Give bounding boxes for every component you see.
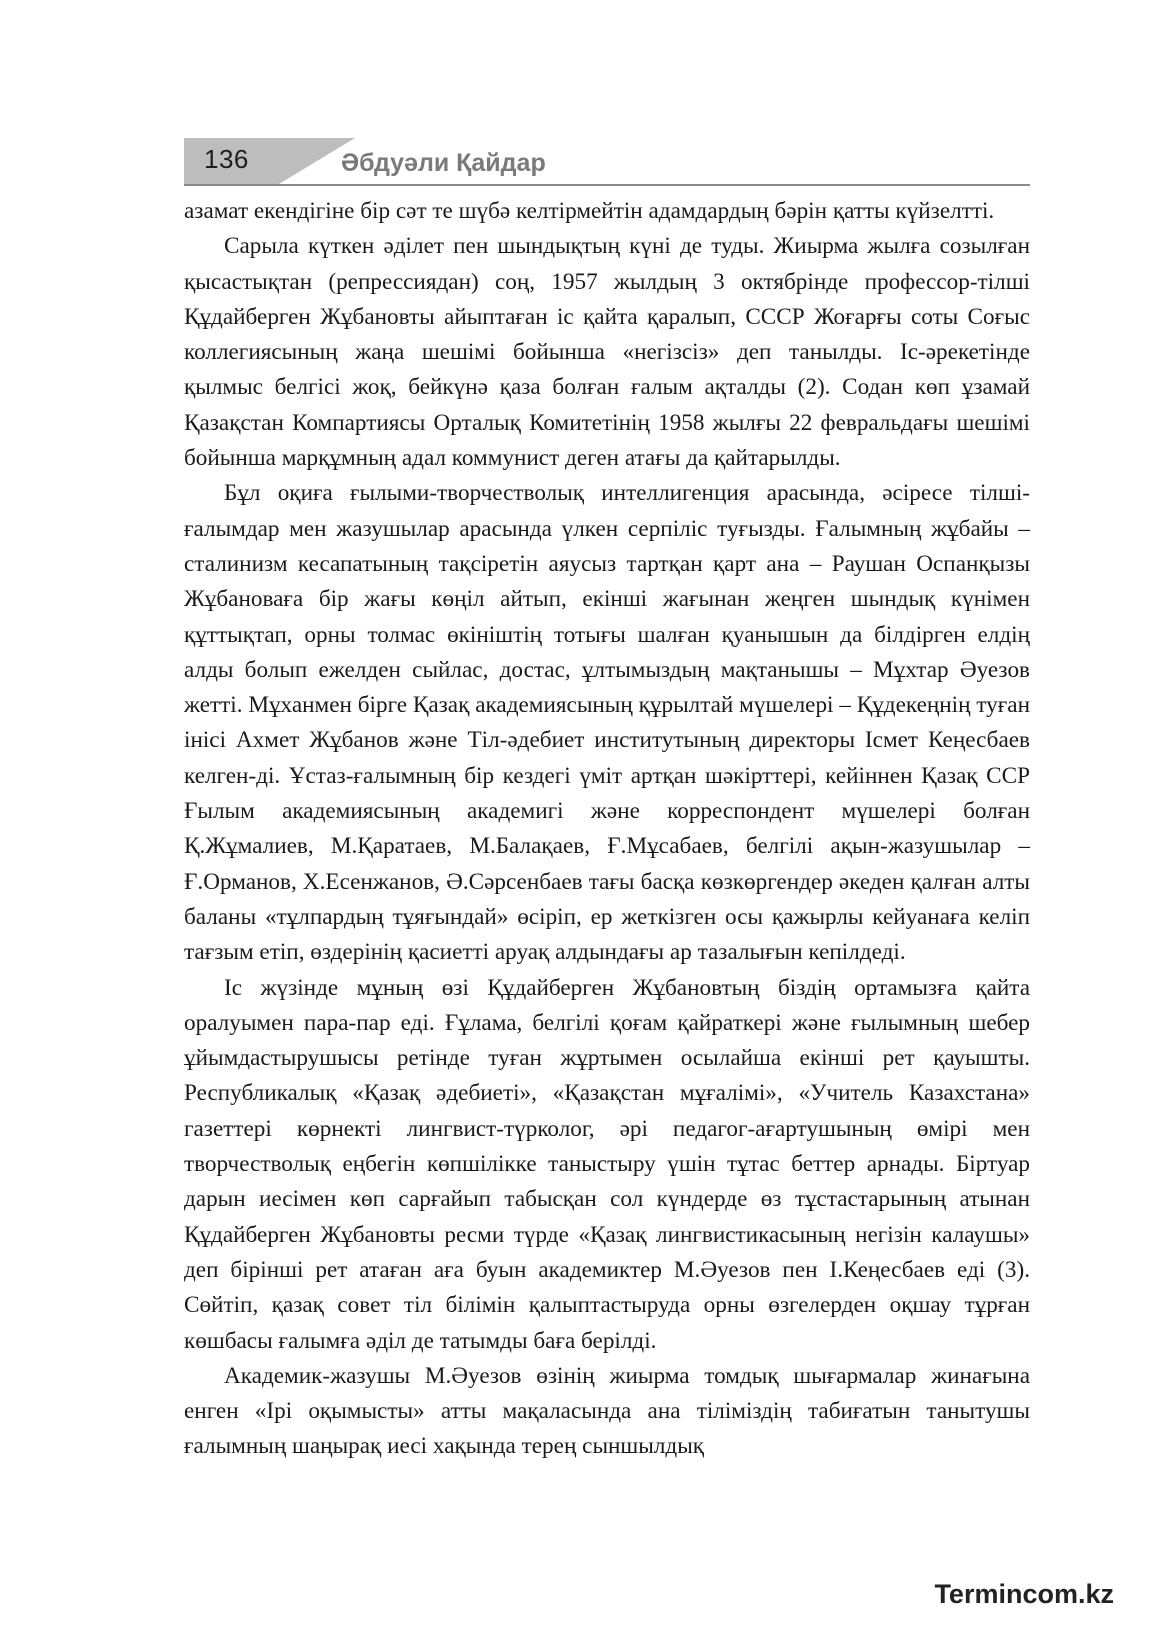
running-title: Әбдуәли Қайдар [341,149,546,177]
page-number: 136 [204,144,249,174]
paragraph-continued: азамат екендігіне бір сәт те шүбә келтірмейтін адамдардың бәрін қатты күйзелтті. [184,198,995,224]
header-rule [184,184,1030,186]
paragraph: Сарыла күткен әділет пен шындықтың күні де туды. Жиырма жылға созылған қысастықтан (репрессиядан) соң, 1957 жылдың 3 октябрінде профессор-тілші Құдайберген Жұбановты айыптаған іс қайта қаралып, СССР Жоғарғы соты Соғыс коллегиясының жаңа шешімі бойынша «негізсіз» деп танылды. Іс-әрекетінде қылмыс белгісі жоқ, бейкүнә қаза болған ғалым ақталды (2). Содан көп ұзамай Қазақстан Компартиясы Орталық Комитетінің 1958 жылғы 22 февральдағы шешімі бойынша марқұмның адал коммунист деген атағы да қайтарылды. [184,233,1030,472]
paragraph: Іс жүзінде мұның өзі Құдайберген Жұбановтың біздің ортамызға қайта оралуымен пара-пар еді. Ғұлама, белгілі қоғам қайраткері және ғылымның шебер ұйымдастырушысы ретінде туған жұртымен осылайша екінші рет қауышты. Республикалық «Қазақ әдебиеті», «Қазақстан мұғалімі», «Учитель Казахстана» газеттері көрнекті лингвист-түрколог, әрі педагог-ағартушының өмірі мен творчестволық еңбегін көпшілікке таныстыру үшін тұтас беттер арнады. Біртуар дарын иесімен көп сарғайып табысқан сол күндерде өз тұстастарының атынан Құдайберген Жұбановты ресми түрде «Қазақ лингвистикасының негізін калаушы» деп бірінші рет атаған аға буын академиктер М.Әуезов пен І.Кеңесбаев еді (3). Сөйтіп, қазақ совет тіл білімін қалыптастыруда орны өзгелерден оқшау тұрған көшбасы ғалымға әділ де татымды баға берілді. [184,974,1030,1354]
body-text [184,194,1030,1465]
paragraph: Бұл оқиға ғылыми-творчестволық интеллигенция арасында, әсіресе тілші-ғалымдар мен жазушылар арасында үлкен серпіліс туғызды. Ғалымның жұбайы – сталинизм кесапатының тақсіретін аяусыз тартқан қарт ана – Раушан Оспанқызы Жұбановаға бір жағы көңіл айтып, екінші жағынан жеңген шындық күнімен құттықтап, орны толмас өкініштің тотығы шалған қуанышын да білдірген елдің алды болып ежелден сыйлас, достас, ұлтымыздың мақтанышы – Мұхтар Әуезов жетті. Мұханмен бірге Қазақ академиясының құрылтай мүшелері – Құдекеңнің туған інісі Ахмет Жұбанов және Тіл-әдебиет институтының директоры Ісмет Кеңесбаев келген-ді. Ұстаз-ғалымның бір кездегі үміт артқан шәкірттері, кейіннен Қазақ ССР Ғылым академиясының академигі және корреспондент мүшелері болған Қ.Жұмалиев, М.Қаратаев, М.Балақаев, Ғ.Мұсабаев, белгілі ақын-жазушылар – Ғ.Орманов, Х.Есенжанов, Ә.Сәрсенбаев тағы басқа көзкөргендер әкеден қалған алты баланы «тұлпардың тұяғындай» өсіріп, ер жеткізген осы қажырлы кейуанаға келіп тағзым етіп, өздерінің қасиетті аруақ алдындағы ар тазалығын кепілдеді. [184,480,1030,966]
paragraph: Академик-жазушы М.Әуезов өзінің жиырма томдық шығармалар жинағына енген «Ірі оқымысты» атты мақаласында ана тіліміздің табиғатын танытушы ғалымның шаңырақ иесі хақында терең сыншылдық [184,1362,1030,1460]
watermark-logo: Termincom.kz [934,1579,1114,1609]
running-header [184,138,1030,188]
